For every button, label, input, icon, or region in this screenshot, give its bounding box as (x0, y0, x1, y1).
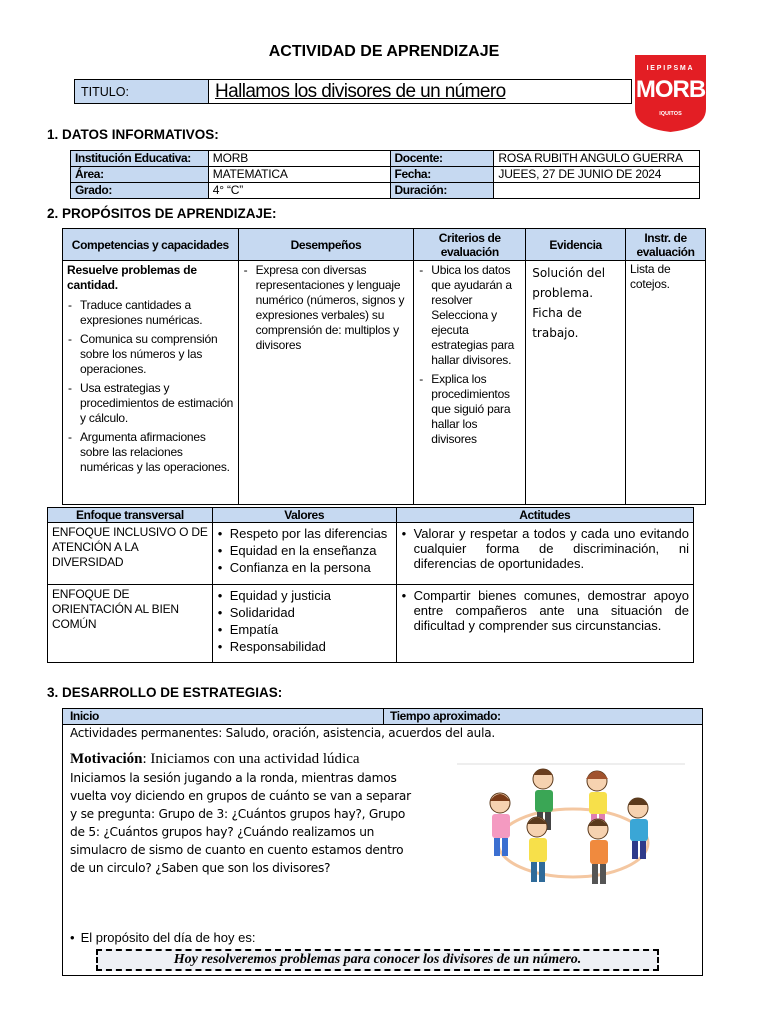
actividades-permanentes: Actividades permanentes: Saludo, oración, asistencia, acuerdos del aula. (70, 726, 495, 740)
table-row (48, 585, 694, 663)
section-1-heading: 1. DATOS INFORMATIVOS: (47, 127, 219, 142)
school-logo (631, 51, 710, 134)
column-header: Desempeños (238, 229, 414, 261)
list-item: - Ubica los datos que ayudarán a resolver Selecciona y ejecuta estrategias para hallar divisores. (418, 263, 521, 368)
column-header: Valores (212, 508, 396, 523)
proposito-box (96, 949, 659, 971)
table-row (71, 183, 700, 199)
proposito-intro-text: El propósito del día de hoy es: (80, 930, 256, 945)
document-title: ACTIVIDAD DE APRENDIZAJE (268, 43, 500, 60)
bullet-icon: • (70, 930, 75, 945)
table-row (63, 229, 706, 261)
valores-cell (212, 585, 396, 663)
list-item: • Equidad en la enseñanza (217, 543, 392, 558)
column-header: Enfoque transversal (48, 508, 213, 523)
info-value: JUEES, 27 DE JUNIO DE 2024 (494, 167, 700, 183)
proposito-text: Hoy resolveremos problemas para conocer los divisores de un número. (173, 952, 582, 967)
list-item: • Compartir bienes comunes, demostrar apoyo entre compañeros ante una situación de dificultad y comprender sus circunstancias. (401, 588, 689, 633)
info-label: Área: (71, 167, 209, 183)
table-row (71, 151, 700, 167)
list-item: • Valorar y respetar a todos y cada uno evitando cualquier forma de discriminación, ni diferencias de oportunidades. (401, 526, 689, 571)
list-item: - Argumenta afirmaciones sobre las relaciones numéricas y las operaciones. (67, 430, 234, 475)
actitudes-cell (396, 523, 693, 585)
enfoque-name: ENFOQUE DE ORIENTACIÓN AL BIEN COMÚN (48, 585, 213, 663)
actitudes-cell (396, 585, 693, 663)
titulo-value-box (209, 79, 632, 104)
valores-cell (212, 523, 396, 585)
propositos-table (62, 228, 706, 505)
info-label: Institución Educativa: (71, 151, 209, 167)
section-3-heading: 3. DESARROLLO DE ESTRATEGIAS: (47, 685, 283, 700)
logo-main-text: MORB (635, 76, 706, 103)
column-header: Instr. de evaluación (626, 229, 706, 261)
list-item: • Confianza en la persona (217, 560, 392, 575)
info-label: Duración: (390, 183, 494, 199)
enfoque-table (47, 507, 694, 663)
children-circle-illustration (455, 761, 690, 891)
actitudes-list (401, 588, 689, 633)
inicio-label: Inicio (70, 709, 99, 723)
list-item: • Respeto por las diferencias (217, 526, 392, 541)
actitudes-list (401, 526, 689, 571)
info-label: Fecha: (390, 167, 494, 183)
list-item: • Equidad y justicia (217, 588, 392, 603)
info-value: ROSA RUBITH ANGULO GUERRA (494, 151, 700, 167)
list-item: • Responsabilidad (217, 639, 392, 654)
info-value: 4° “C” (208, 183, 390, 199)
estrategias-box (62, 708, 703, 976)
instrumento-cell: Lista de cotejos. (626, 261, 706, 505)
titulo-value: Hallamos los divisores de un número (215, 81, 506, 102)
proposito-intro (70, 930, 255, 945)
table-row (63, 261, 706, 505)
info-value (494, 183, 700, 199)
list-item: - Traduce cantidades a expresiones numéricas. (67, 298, 234, 328)
list-item: - Comunica su comprensión sobre los números y las operaciones. (67, 332, 234, 377)
list-item: - Usa estrategias y procedimientos de estimación y cálculo. (67, 381, 234, 426)
table-row (48, 523, 694, 585)
criterios-list (418, 263, 521, 447)
column-header: Competencias y capacidades (63, 229, 239, 261)
motivacion-heading (70, 751, 360, 768)
list-item: - Explica los procedimientos que siguió para hallar los divisores (418, 372, 521, 447)
competencias-cell (63, 261, 239, 505)
info-label: Grado: (71, 183, 209, 199)
evidencia-cell: Solución del problema. Ficha de trabajo. (526, 261, 626, 505)
column-header: Criterios de evaluación (414, 229, 526, 261)
valores-list (217, 588, 392, 654)
column-header: Evidencia (526, 229, 626, 261)
titulo-label-box (74, 79, 209, 104)
datos-informativos-table (70, 150, 700, 199)
motivacion-subtitle: : Iniciamos con una actividad lúdica (142, 751, 360, 767)
info-value: MATEMATICA (208, 167, 390, 183)
list-item: - Expresa con diversas representaciones y lenguaje numérico (números, signos y expresiones verbales) su comprensión de: multiplos y divisores (243, 263, 410, 353)
logo-top-text: IEPIPSMA (646, 65, 695, 72)
motivacion-text: Iniciamos la sesión jugando a la ronda, mientras damos vuelta voy diciendo en grupos de cuánto se van a separar y se pregunta: Grupo de 3: ¿Cuántos grupos hay?, Grupo de 5: ¿Cuántos grupos hay? ¿Cuándo realizamos un simulacro de sismo de cuanto en cuento estamos dentro de un circulo? ¿Saben que son los divisores? (70, 771, 411, 875)
table-row (71, 167, 700, 183)
desempenos-cell (238, 261, 414, 505)
info-label: Docente: (390, 151, 494, 167)
column-header: Actitudes (396, 508, 693, 523)
criterios-cell (414, 261, 526, 505)
table-row (48, 508, 694, 523)
tiempo-label: Tiempo aproximado: (390, 709, 501, 723)
list-item: • Empatía (217, 622, 392, 637)
motivacion-label: Motivación (70, 751, 143, 767)
valores-list (217, 526, 392, 575)
info-value: MORB (208, 151, 390, 167)
list-item: • Solidaridad (217, 605, 392, 620)
inicio-header-row (63, 709, 702, 725)
competencia-title: Resuelve problemas de cantidad. (67, 263, 197, 292)
section-2-heading: 2. PROPÓSITOS DE APRENDIZAJE: (47, 206, 277, 221)
capacidades-list (67, 298, 234, 475)
desempenos-list (243, 263, 410, 353)
titulo-label: TITULO: (81, 85, 129, 99)
enfoque-name: ENFOQUE INCLUSIVO O DE ATENCIÓN A LA DIVERSIDAD (48, 523, 213, 585)
logo-bottom-text: IQUITOS (659, 111, 682, 117)
